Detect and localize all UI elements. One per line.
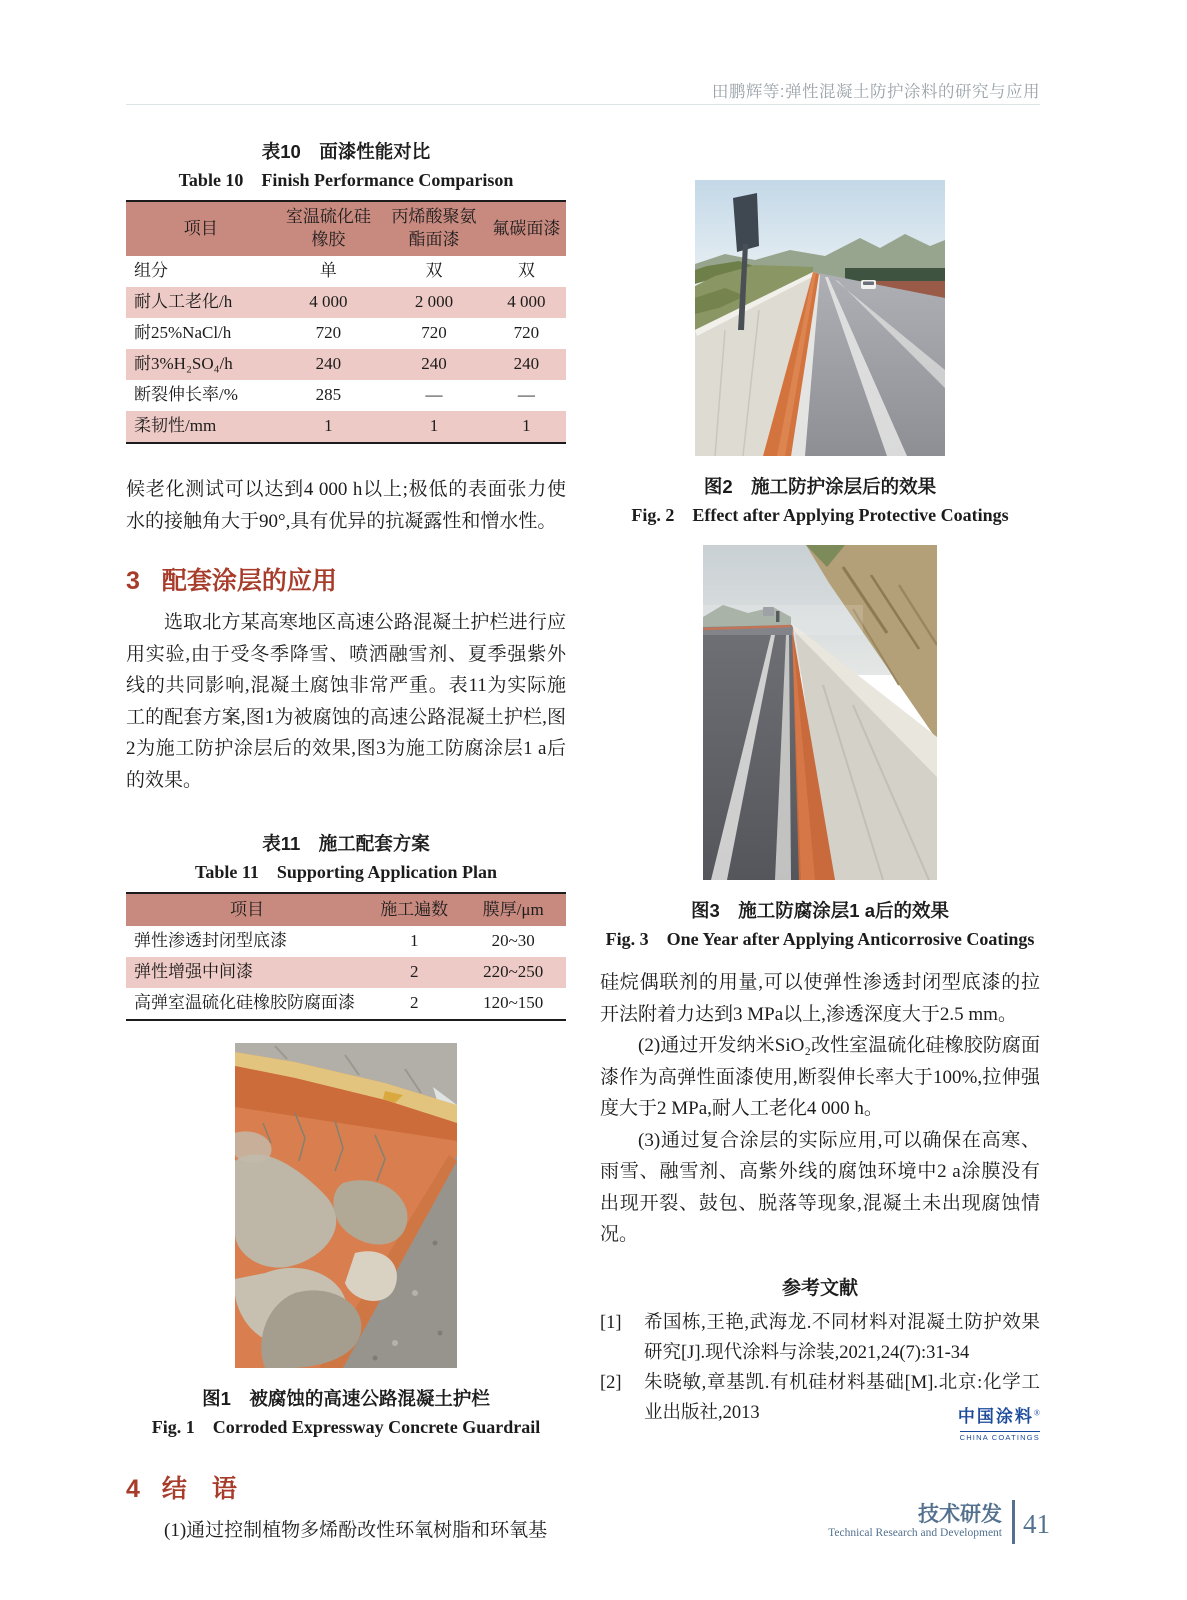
table-cell: 柔韧性/mm [126,411,276,443]
table10-col-header: 丙烯酸聚氨酯面漆 [381,201,487,256]
table10 [126,200,566,444]
table-cell: 组分 [134,261,168,281]
table-cell: 2 [368,957,460,988]
reference-text: 朱晓敏,章基凯.有机硅材料基础[M].北京:化学工业出版社,2013 [644,1372,1040,1423]
figure3-caption-zh: 图3 施工防腐涂层1 a后的效果 [690,900,949,921]
reference-text: 希国栋,王艳,武海龙.不同材料对混凝土防护效果研究[J].现代涂料与涂装,2021,24(7):31-34 [644,1312,1040,1363]
figure1-photo [235,1043,457,1368]
table-cell: 240 [276,349,382,380]
table11-col-header: 施工遍数 [368,893,460,926]
table-row [126,318,566,349]
table-cell: 720 [315,323,342,343]
footer-section-zh: 技术研发 [918,1502,1002,1526]
table-cell: 720 [421,323,447,343]
figure1-caption-zh: 图1 被腐蚀的高速公路混凝土护栏 [202,1388,490,1409]
right-column [600,128,1040,1428]
table10-col-header: 室温硫化硅橡胶 [276,201,382,256]
table-cell: 240 [381,349,487,380]
reference-number: [2] [600,1372,622,1393]
table11-header-row [126,893,566,926]
table-cell: 1 [276,411,382,443]
table-row [126,287,566,318]
section4-title: 结 语 [161,1475,237,1503]
table-cell: — [517,385,535,405]
table10-header-row [126,201,566,256]
table-row [126,380,566,411]
footer-section-en: Technical Research and Development [828,1526,1002,1539]
table-cell: 耐人工老化/h [126,287,276,318]
running-head: 田鹏辉等:弹性混凝土防护涂料的研究与应用 [711,83,1040,101]
section3-number: 3 [126,567,140,595]
registered-mark-icon: ® [1033,1408,1040,1418]
table-cell: 1 [381,411,487,443]
table11-col-header: 膜厚/μm [460,893,566,926]
figure1-caption-en: Fig. 1 Corroded Expressway Concrete Guardrail [151,1417,541,1437]
section4-paragraph: (1)通过控制植物多烯酚改性环氧树脂和环氧基 [164,1520,548,1541]
table-row [126,349,566,380]
logo-text-en: CHINA COATINGS [959,1433,1040,1442]
table-cell: 弹性增强中间漆 [126,957,368,988]
table-cell: 2 000 [381,287,487,318]
table-cell: 1 [487,411,566,443]
figure2-photo [695,180,945,456]
page-number: 41 [1023,1508,1050,1539]
paragraph-weathering: 候老化测试可以达到4 000 h以上;极低的表面张力使水的接触角大于90°,具有优异的抗凝露性和憎水性。 [126,479,566,532]
reference-number: [1] [600,1312,622,1333]
table-row [126,926,566,957]
figure3 [600,545,1040,951]
table-cell: 耐3%H₂SO₄/h [126,349,276,380]
table-cell: 双 [517,261,535,281]
reference-item [600,1308,1040,1368]
table-cell: — [425,385,443,405]
figure1 [126,1043,566,1439]
table-cell: 单 [319,261,337,281]
figure3-caption-en: Fig. 3 One Year after Applying Anticorrosive Coatings [605,929,1035,949]
section4-number: 4 [126,1475,140,1503]
header-rule [126,104,1040,105]
figure2-caption-en: Fig. 2 Effect after Applying Protective Coatings [631,505,1009,525]
table-row [126,957,566,988]
section3-title: 配套涂层的应用 [161,567,337,595]
table10-title-en: Table 10 Finish Performance Comparison [178,170,514,190]
table-cell: 双 [425,261,443,281]
page-footer [700,1500,1050,1544]
conclusion-paragraph-1: 硅烷偶联剂的用量,可以使弹性渗透封闭型底漆的拉开法附着力达到3 MPa以上,渗透深度大于2.5 mm。 [600,972,1040,1025]
table-cell: 120~150 [483,993,544,1013]
table-cell: 断裂伸长率/% [134,385,238,405]
table-cell: 弹性渗透封闭型底漆 [134,931,287,951]
section3-heading [126,561,566,597]
table-cell: 2 [409,993,419,1013]
table-cell: 4 000 [487,287,566,318]
table-row [126,256,566,287]
table10-col-header: 氟碳面漆 [487,201,566,256]
table10-col-header: 项目 [126,201,276,256]
table-row [126,411,566,443]
table-cell: 耐25%NaCl/h [134,323,232,343]
footer-divider [1012,1500,1015,1544]
figure2 [600,180,1040,527]
figure2-caption-zh: 图2 施工防护涂层后的效果 [703,476,937,497]
table10-title-zh: 表10 面漆性能对比 [261,141,431,162]
conclusion-paragraph-3: (3)通过复合涂层的实际应用,可以确保在高寒、雨雪、融雪剂、高紫外线的腐蚀环境中2 a涂膜没有出现开裂、鼓包、脱落等现象,混凝土未出现腐蚀情况。 [600,1129,1040,1245]
logo-text-zh: 中国涂料 [957,1407,1034,1426]
references-heading: 参考文献 [781,1277,858,1299]
table-cell: 240 [487,349,566,380]
table-cell: 高弹室温硫化硅橡胶防腐面漆 [134,993,355,1013]
table11-col-header: 项目 [126,893,368,926]
table11-title-en: Table 11 Supporting Application Plan [195,862,497,882]
table-cell: 4 000 [276,287,382,318]
section4-heading [126,1469,566,1505]
table-row [126,988,566,1020]
conclusion-paragraph-2: (2)通过开发纳米SiO₂改性室温硫化硅橡胶防腐面漆作为高弹性面漆使用,断裂伸长率大于100%,拉伸强度大于2 MPa,耐人工老化4 000 h。 [600,1035,1040,1119]
table-cell: 1 [409,931,419,951]
table11 [126,892,566,1021]
table-cell: 285 [315,385,342,405]
china-coatings-logo [926,1402,1040,1445]
table11-title-zh: 表11 施工配套方案 [262,833,430,854]
table-cell: 20~30 [491,931,535,951]
section3-paragraph: 选取北方某高寒地区高速公路混凝土护栏进行应用实验,由于受冬季降雪、喷洒融雪剂、夏季强紫外线的共同影响,混凝土腐蚀非常严重。表11为实际施工的配套方案,图1为被腐蚀的高速公路混凝土护栏,图2为施工防护涂层后的效果,图3为施工防腐涂层1 a后的效果。 [126,612,566,791]
table-cell: 720 [513,323,540,343]
figure3-photo [703,545,937,880]
left-column [126,128,566,1547]
table-cell: 220~250 [460,957,566,988]
